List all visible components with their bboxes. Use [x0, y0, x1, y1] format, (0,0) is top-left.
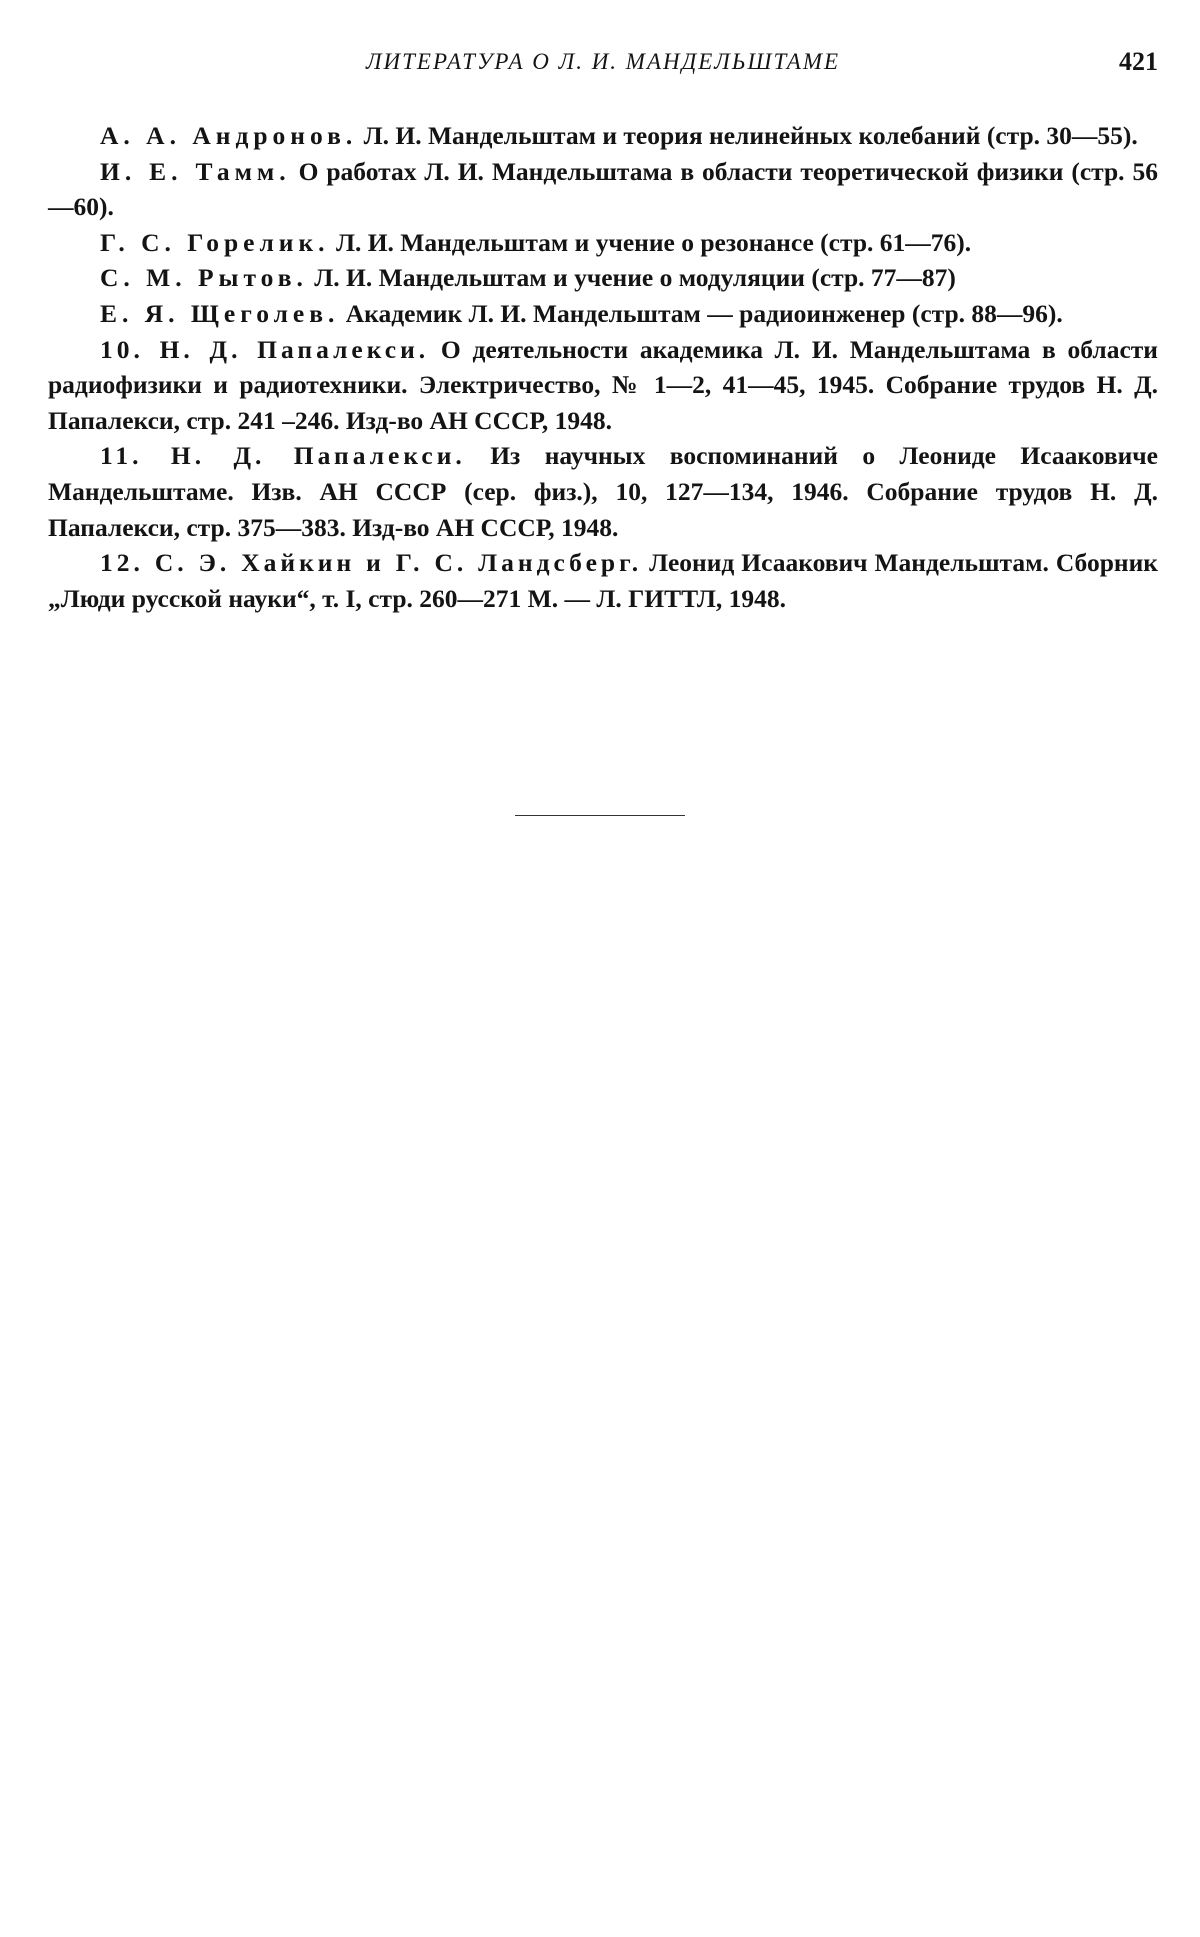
entry-text: Леонид Исаакович Мандельштам. Сборник „Люди русской науки“, т. I, стр. 260—271 М. — Л. ГИТТЛ, 1948. [48, 548, 1158, 613]
running-head [48, 42, 1158, 82]
end-of-section-rule [515, 815, 685, 816]
bibliography-entry [48, 332, 1158, 439]
bibliography-list [48, 118, 1158, 616]
page-number: 421 [1119, 47, 1158, 76]
entry-author: Е. Я. Щеголев. [100, 298, 340, 328]
entry-text: Л. И. Мандельштам и теория нелинейных колебаний (стр. 30—55). [357, 121, 1138, 150]
bibliography-entry [48, 296, 1158, 332]
entry-text: Из научных воспоминаний о Леониде Исааковиче Мандельштаме. Изв. АН СССР (сер. физ.), 10, 127—134, 1946. Собрание трудов Н. Д. Папалекси, стр. 375—383. Изд-во АН СССР, 1948. [48, 441, 1158, 542]
entry-author: С. М. Рытов. [100, 263, 308, 293]
entry-text: Л. И. Мандельштам и учение о резонансе (стр. 61—76). [329, 227, 972, 257]
entry-author: 12. С. Э. Хайкин и Г. С. Ландсберг. [100, 548, 643, 578]
entry-text: Л. И. Мандельштам и учение о модуляции (стр. 77—87) [307, 263, 956, 293]
entry-text: О работах Л. И. Мандельштама в области теоретической физики (стр. 56—60). [48, 156, 1158, 222]
entry-author: И. Е. Тамм. [100, 156, 291, 186]
bibliography-entry [48, 438, 1158, 545]
entry-text: Академик Л. И. Мандельштам — радиоинженер (стр. 88—96). [339, 298, 1063, 328]
entry-author: 10. Н. Д. Папалекси. [100, 334, 430, 364]
bibliography-entry [48, 260, 1158, 296]
bibliography-entry [48, 154, 1158, 225]
entry-text: О деятельности академика Л. И. Мандельштама в области радиофизики и радиотехники. Электричество, № 1—2, 41—45, 1945. Собрание трудов Н. Д. Папалекси, стр. 241 –246. Изд-во АН СССР, 1948. [48, 334, 1158, 435]
bibliography-entry [48, 118, 1158, 154]
running-title: ЛИТЕРАТУРА О Л. И. МАНДЕЛЬШТАМЕ [365, 49, 841, 74]
bibliography-entry [48, 545, 1158, 616]
entry-author: 11. Н. Д. Папалекси. [100, 441, 466, 471]
bibliography-entry [48, 225, 1158, 261]
entry-author: Г. С. Горелик. [100, 227, 330, 257]
entry-author: А. А. Андронов. [100, 121, 358, 150]
